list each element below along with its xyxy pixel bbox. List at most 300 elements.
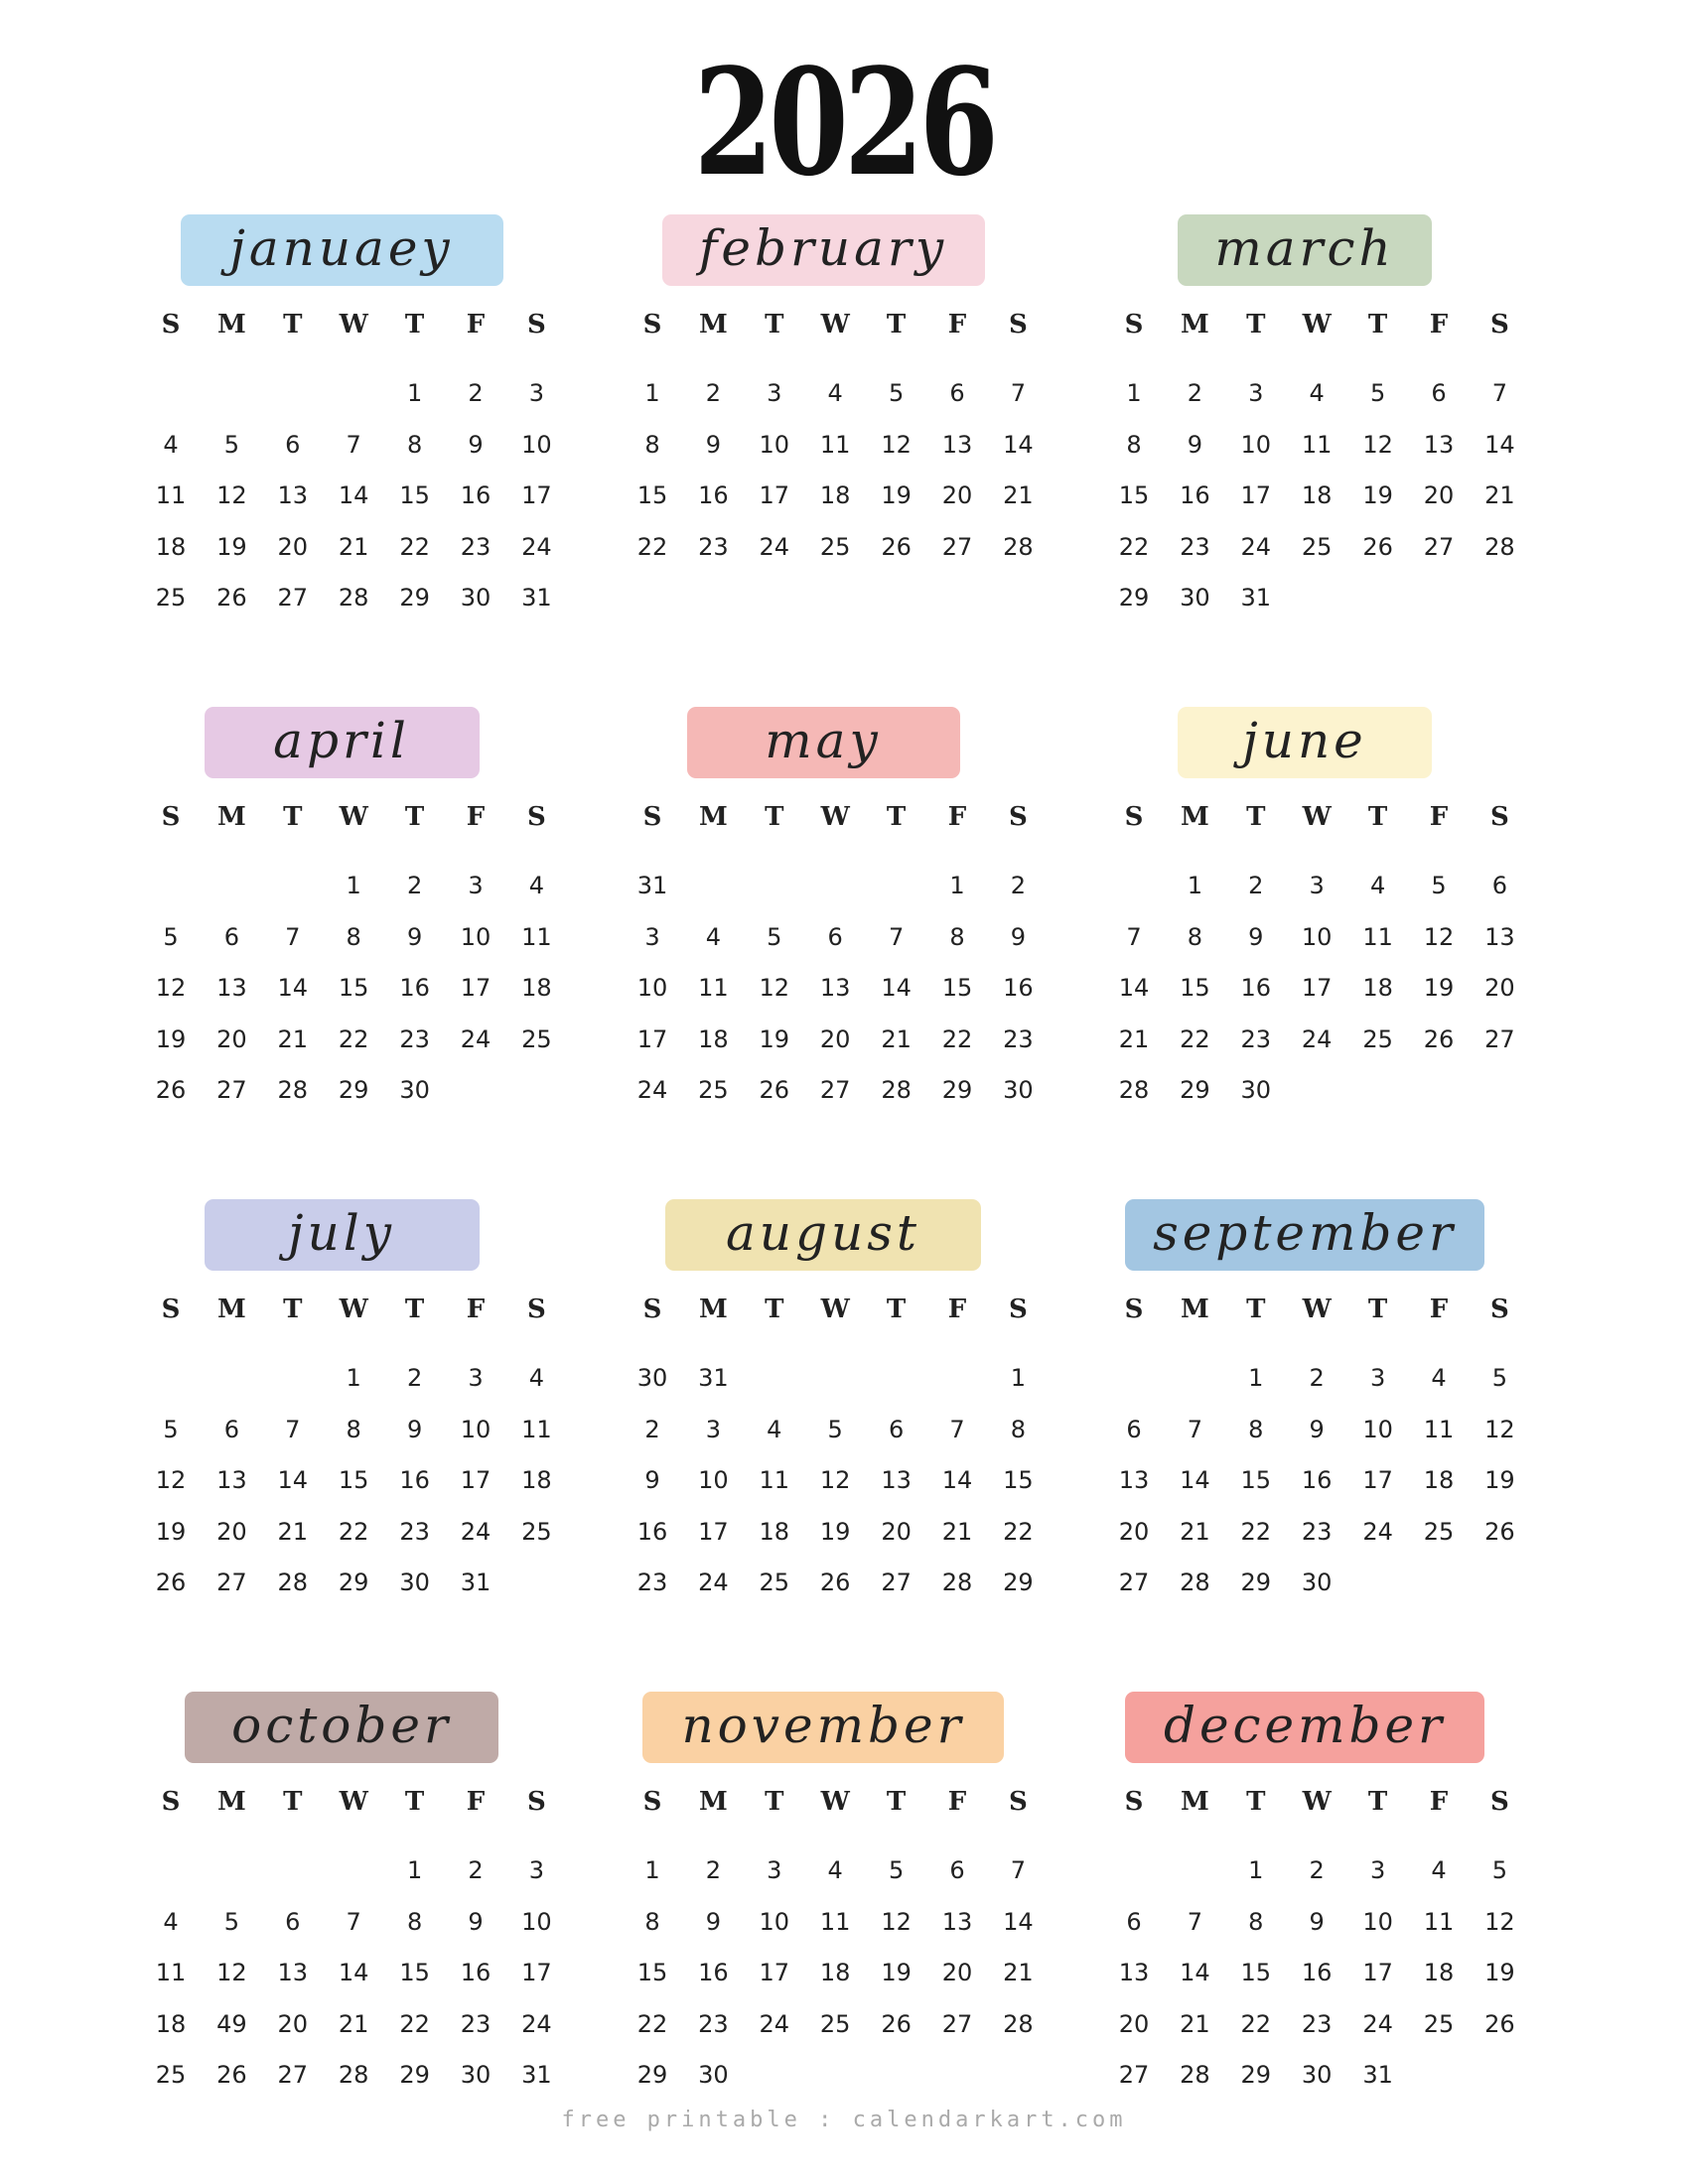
date-cell: 27	[216, 1569, 247, 1596]
date-cell: 19	[1484, 1466, 1515, 1494]
date-cell: 2	[1248, 872, 1264, 899]
date-cell: 17	[1301, 974, 1333, 1002]
date-cell: 5	[1431, 872, 1447, 899]
weekday-label: T	[283, 310, 303, 340]
date-cell: 13	[881, 1466, 912, 1494]
month-name-label: july	[205, 1199, 480, 1271]
date-cell: 31	[1362, 2061, 1393, 2089]
date-cell: 19	[155, 1024, 187, 1053]
date-cell: 26	[155, 1569, 187, 1596]
date-cell: 22	[399, 2009, 430, 2038]
weekday-label: T	[765, 1295, 784, 1324]
date-cell: 27	[941, 2009, 973, 2038]
date-cell: 11	[521, 1415, 552, 1443]
date-cell: 18	[1423, 1466, 1455, 1494]
date-cell: 27	[1118, 2061, 1150, 2089]
year-title: 2026	[693, 36, 995, 208]
date-cell: 12	[881, 1907, 912, 1936]
date-cell: 9	[468, 1907, 484, 1936]
date-cell: 21	[1484, 481, 1515, 509]
weekday-label: T	[1367, 1787, 1388, 1817]
date-cell: 20	[277, 2009, 309, 2038]
date-cell: 13	[216, 1466, 247, 1494]
date-cell: 9	[406, 922, 423, 951]
date-cell: 10	[1362, 1415, 1393, 1443]
weekday-label: S	[527, 1295, 546, 1324]
date-cell: 11	[1301, 430, 1333, 459]
date-cell: 10	[759, 1907, 790, 1936]
date-cell: 9	[1187, 430, 1203, 459]
month-name-label: november	[642, 1692, 1004, 1763]
date-cell: 21	[277, 1517, 309, 1546]
date-cell: 21	[338, 2009, 369, 2038]
date-cell: 29	[338, 1076, 369, 1104]
date-cell: 3	[1309, 872, 1325, 899]
date-cell: 12	[216, 481, 247, 509]
date-cell: 28	[338, 2061, 369, 2089]
date-cell: 27	[1484, 1024, 1515, 1053]
date-cell: 8	[644, 1907, 660, 1936]
weekday-label: M	[217, 1787, 246, 1817]
date-cell: 19	[216, 532, 247, 561]
weekday-label: S	[1009, 1787, 1028, 1817]
date-cell: 49	[216, 2009, 247, 2038]
weekday-label: W	[1302, 802, 1332, 832]
date-cell: 25	[819, 2009, 851, 2038]
month-6	[1118, 707, 1579, 1183]
date-cell: 4	[163, 1907, 179, 1936]
date-cell: 18	[521, 974, 552, 1002]
date-cell: 24	[460, 1517, 492, 1546]
date-cell: 16	[1240, 974, 1272, 1002]
date-cell: 15	[941, 974, 973, 1002]
date-cell: 30	[460, 584, 492, 612]
date-cell: 5	[223, 1907, 240, 1936]
date-cell: 7	[285, 922, 301, 951]
date-cell: 29	[636, 2061, 668, 2089]
month-name-label: march	[1178, 214, 1432, 286]
date-cell: 16	[399, 1466, 430, 1494]
date-cell: 6	[223, 922, 240, 951]
date-cell: 3	[1248, 379, 1264, 407]
weekday-label: M	[1181, 1295, 1209, 1324]
date-cell: 6	[1431, 379, 1447, 407]
month-name-label: august	[665, 1199, 981, 1271]
date-cell: 28	[277, 1569, 309, 1596]
date-cell: 15	[636, 481, 668, 509]
date-cell: 13	[819, 974, 851, 1002]
date-cell: 19	[819, 1517, 851, 1546]
date-cell: 26	[1423, 1024, 1455, 1053]
weekday-label: W	[339, 802, 368, 832]
month-5	[636, 707, 1097, 1183]
weekday-label: S	[1490, 1787, 1509, 1817]
date-cell: 17	[759, 481, 790, 509]
date-cell: 20	[216, 1517, 247, 1546]
date-cell: 22	[1240, 1517, 1272, 1546]
weekday-label: M	[699, 310, 728, 340]
date-cell: 3	[468, 1364, 484, 1392]
weekday-label: W	[1302, 310, 1332, 340]
date-cell: 9	[705, 1907, 722, 1936]
date-cell: 12	[155, 974, 187, 1002]
date-cell: 28	[881, 1076, 912, 1104]
date-cell: 7	[888, 922, 905, 951]
date-cell: 20	[1423, 481, 1455, 509]
month-11	[636, 1692, 1097, 2168]
date-cell: 14	[338, 481, 369, 509]
date-cell: 7	[949, 1415, 965, 1443]
date-cell: 8	[949, 922, 965, 951]
weekday-label: T	[1367, 310, 1388, 340]
weekday-label: M	[217, 802, 246, 832]
date-cell: 14	[277, 1466, 309, 1494]
date-cell: 30	[1180, 584, 1210, 612]
date-cell: 21	[941, 1517, 973, 1546]
month-name-label: may	[687, 707, 960, 778]
date-cell: 17	[698, 1517, 729, 1546]
date-cell: 25	[155, 584, 187, 612]
date-cell: 4	[1369, 872, 1386, 899]
date-cell: 29	[1003, 1569, 1034, 1596]
date-cell: 9	[705, 430, 722, 459]
date-cell: 22	[636, 2009, 668, 2038]
date-cell: 8	[1187, 922, 1203, 951]
month-10	[155, 1692, 616, 2168]
date-cell: 10	[698, 1466, 729, 1494]
date-cell: 26	[881, 2009, 912, 2038]
date-cell: 15	[1240, 1466, 1272, 1494]
date-cell: 2	[468, 1856, 484, 1884]
date-cell: 4	[163, 430, 179, 459]
date-cell: 24	[759, 532, 790, 561]
date-cell: 1	[406, 379, 423, 407]
date-cell: 24	[460, 1024, 492, 1053]
date-cell: 6	[1126, 1415, 1142, 1443]
date-cell: 25	[1423, 2009, 1455, 2038]
date-cell: 8	[346, 1415, 361, 1443]
date-cell: 25	[521, 1517, 552, 1546]
weekday-label: T	[886, 1787, 907, 1817]
date-cell: 7	[1187, 1907, 1203, 1936]
date-cell: 11	[819, 1907, 851, 1936]
weekday-label: T	[1367, 1295, 1388, 1324]
date-cell: 12	[1362, 430, 1393, 459]
date-cell: 27	[277, 584, 309, 612]
date-cell: 22	[399, 532, 430, 561]
month-name-label: october	[185, 1692, 498, 1763]
date-cell: 22	[338, 1517, 369, 1546]
date-cell: 23	[460, 532, 492, 561]
date-cell: 3	[1369, 1364, 1386, 1392]
date-cell: 16	[698, 481, 729, 509]
date-cell: 18	[155, 532, 187, 561]
date-cell: 22	[941, 1024, 973, 1053]
weekday-label: F	[466, 1295, 486, 1324]
date-cell: 1	[346, 1364, 361, 1392]
date-cell: 27	[216, 1076, 247, 1104]
date-cell: 2	[705, 1856, 722, 1884]
date-cell: 14	[1484, 430, 1515, 459]
date-cell: 10	[521, 1907, 552, 1936]
date-cell: 9	[644, 1466, 660, 1494]
date-cell: 20	[941, 1959, 973, 1986]
date-cell: 6	[949, 1856, 965, 1884]
weekday-label: S	[642, 310, 662, 340]
date-cell: 15	[1240, 1959, 1272, 1986]
weekday-label: F	[466, 1787, 486, 1817]
date-cell: 4	[705, 922, 722, 951]
date-cell: 30	[1240, 1076, 1272, 1104]
weekday-label: T	[404, 1787, 425, 1817]
date-cell: 24	[1362, 2009, 1393, 2038]
date-cell: 21	[277, 1024, 309, 1053]
date-cell: 23	[1301, 2009, 1333, 2038]
month-name-label: september	[1125, 1199, 1484, 1271]
month-name-label: february	[662, 214, 985, 286]
date-cell: 26	[1484, 1517, 1515, 1546]
date-cell: 17	[759, 1959, 790, 1986]
date-cell: 25	[1423, 1517, 1455, 1546]
date-cell: 14	[1003, 1907, 1034, 1936]
date-cell: 10	[1301, 922, 1333, 951]
date-cell: 17	[636, 1024, 668, 1053]
weekday-label: S	[161, 802, 181, 832]
weekday-label: S	[642, 802, 662, 832]
date-cell: 19	[1423, 974, 1455, 1002]
date-cell: 17	[460, 974, 492, 1002]
date-cell: 26	[1484, 2009, 1515, 2038]
date-cell: 6	[1126, 1907, 1142, 1936]
date-cell: 7	[1491, 379, 1508, 407]
date-cell: 18	[698, 1024, 729, 1053]
date-cell: 6	[949, 379, 965, 407]
weekday-label: T	[283, 802, 303, 832]
date-cell: 23	[698, 532, 729, 561]
date-cell: 30	[636, 1364, 668, 1392]
date-cell: 10	[1240, 430, 1272, 459]
date-cell: 20	[819, 1024, 851, 1053]
weekday-label: T	[765, 1787, 784, 1817]
date-cell: 1	[644, 1856, 660, 1884]
date-cell: 13	[1484, 922, 1515, 951]
date-cell: 4	[827, 379, 843, 407]
date-cell: 1	[1248, 1364, 1264, 1392]
date-cell: 25	[698, 1076, 729, 1104]
weekday-label: F	[1429, 1295, 1449, 1324]
date-cell: 10	[521, 430, 552, 459]
month-name-label: april	[205, 707, 480, 778]
date-cell: 5	[163, 1415, 179, 1443]
date-cell: 31	[521, 2061, 552, 2089]
date-cell: 15	[1003, 1466, 1034, 1494]
weekday-label: S	[1124, 1295, 1144, 1324]
date-cell: 26	[1362, 532, 1393, 561]
date-cell: 11	[759, 1466, 790, 1494]
date-cell: 7	[1126, 922, 1142, 951]
date-cell: 4	[827, 1856, 843, 1884]
date-cell: 13	[216, 974, 247, 1002]
date-cell: 30	[1301, 2061, 1333, 2089]
date-cell: 16	[1180, 481, 1210, 509]
date-cell: 20	[1118, 1517, 1150, 1546]
date-cell: 19	[759, 1024, 790, 1053]
date-cell: 11	[521, 922, 552, 951]
date-cell: 23	[1003, 1024, 1034, 1053]
date-cell: 14	[1180, 1959, 1210, 1986]
date-cell: 19	[1362, 481, 1393, 509]
date-cell: 29	[941, 1076, 973, 1104]
date-cell: 1	[406, 1856, 423, 1884]
weekday-label: W	[339, 1787, 368, 1817]
date-cell: 23	[1180, 532, 1210, 561]
date-cell: 26	[881, 532, 912, 561]
date-cell: 7	[1010, 1856, 1027, 1884]
date-cell: 7	[285, 1415, 301, 1443]
weekday-label: W	[1302, 1787, 1332, 1817]
date-cell: 5	[888, 379, 905, 407]
date-cell: 21	[1180, 1517, 1210, 1546]
date-cell: 13	[1118, 1466, 1150, 1494]
weekday-label: F	[947, 802, 967, 832]
date-cell: 4	[1309, 379, 1325, 407]
date-cell: 15	[338, 1466, 369, 1494]
date-cell: 13	[941, 430, 973, 459]
date-cell: 3	[1369, 1856, 1386, 1884]
date-cell: 12	[1484, 1415, 1515, 1443]
date-cell: 15	[399, 1959, 430, 1986]
date-cell: 20	[216, 1024, 247, 1053]
date-cell: 22	[1240, 2009, 1272, 2038]
date-cell: 2	[705, 379, 722, 407]
date-cell: 18	[155, 2009, 187, 2038]
date-cell: 2	[1309, 1856, 1325, 1884]
weekday-label: F	[1429, 310, 1449, 340]
weekday-label: S	[1490, 802, 1509, 832]
date-cell: 30	[698, 2061, 729, 2089]
date-cell: 3	[644, 922, 660, 951]
date-cell: 18	[1423, 1959, 1455, 1986]
date-cell: 29	[1118, 584, 1150, 612]
weekday-label: F	[947, 1295, 967, 1324]
date-cell: 5	[1491, 1364, 1508, 1392]
date-cell: 25	[155, 2061, 187, 2089]
weekday-label: S	[1009, 1295, 1028, 1324]
weekday-label: T	[283, 1295, 303, 1324]
date-cell: 21	[338, 532, 369, 561]
date-cell: 26	[759, 1076, 790, 1104]
weekday-label: T	[765, 802, 784, 832]
weekday-label: M	[699, 1787, 728, 1817]
date-cell: 2	[1187, 379, 1203, 407]
date-cell: 31	[636, 872, 668, 899]
weekday-label: S	[527, 310, 546, 340]
date-cell: 24	[1362, 1517, 1393, 1546]
weekday-label: T	[404, 802, 425, 832]
date-cell: 9	[406, 1415, 423, 1443]
date-cell: 28	[1180, 1569, 1210, 1596]
date-cell: 28	[277, 1076, 309, 1104]
weekday-label: T	[1246, 1295, 1266, 1324]
date-cell: 13	[941, 1907, 973, 1936]
date-cell: 13	[1118, 1959, 1150, 1986]
date-cell: 15	[1180, 974, 1210, 1002]
date-cell: 9	[1309, 1415, 1325, 1443]
date-cell: 28	[1484, 532, 1515, 561]
date-cell: 12	[1484, 1907, 1515, 1936]
weekday-label: T	[404, 310, 425, 340]
date-cell: 25	[521, 1024, 552, 1053]
weekday-label: W	[820, 1295, 850, 1324]
date-cell: 5	[1491, 1856, 1508, 1884]
date-cell: 17	[460, 1466, 492, 1494]
date-cell: 15	[1118, 481, 1150, 509]
date-cell: 10	[636, 974, 668, 1002]
date-cell: 7	[1187, 1415, 1203, 1443]
weekday-label: T	[765, 310, 784, 340]
month-name-label: december	[1125, 1692, 1484, 1763]
month-3	[1118, 214, 1579, 691]
date-cell: 20	[1484, 974, 1515, 1002]
date-cell: 1	[1010, 1364, 1027, 1392]
date-cell: 22	[338, 1024, 369, 1053]
weekday-label: S	[1009, 310, 1028, 340]
date-cell: 28	[1003, 2009, 1034, 2038]
date-cell: 2	[644, 1415, 660, 1443]
date-cell: 20	[881, 1517, 912, 1546]
date-cell: 23	[460, 2009, 492, 2038]
date-cell: 6	[827, 922, 843, 951]
date-cell: 8	[1010, 1415, 1027, 1443]
date-cell: 10	[460, 1415, 492, 1443]
date-cell: 11	[698, 974, 729, 1002]
date-cell: 14	[277, 974, 309, 1002]
date-cell: 23	[636, 1569, 668, 1596]
weekday-label: S	[161, 1295, 181, 1324]
date-cell: 12	[1423, 922, 1455, 951]
date-cell: 27	[277, 2061, 309, 2089]
date-cell: 18	[819, 481, 851, 509]
weekday-label: S	[1124, 310, 1144, 340]
date-cell: 11	[155, 1959, 187, 1986]
date-cell: 1	[1248, 1856, 1264, 1884]
date-cell: 8	[1126, 430, 1142, 459]
date-cell: 4	[528, 1364, 545, 1392]
month-4	[155, 707, 616, 1183]
weekday-label: W	[1302, 1295, 1332, 1324]
date-cell: 7	[346, 1907, 361, 1936]
date-cell: 3	[468, 872, 484, 899]
weekday-label: T	[1246, 1787, 1266, 1817]
date-cell: 9	[468, 430, 484, 459]
date-cell: 16	[698, 1959, 729, 1986]
weekday-label: S	[642, 1787, 662, 1817]
weekday-label: F	[466, 802, 486, 832]
date-cell: 14	[1003, 430, 1034, 459]
date-cell: 30	[399, 1076, 430, 1104]
date-cell: 30	[460, 2061, 492, 2089]
date-cell: 28	[1003, 532, 1034, 561]
date-cell: 3	[705, 1415, 722, 1443]
date-cell: 31	[460, 1569, 492, 1596]
weekday-label: S	[527, 802, 546, 832]
date-cell: 8	[406, 430, 423, 459]
date-cell: 9	[1309, 1907, 1325, 1936]
date-cell: 15	[338, 974, 369, 1002]
date-cell: 19	[1484, 1959, 1515, 1986]
date-cell: 29	[399, 2061, 430, 2089]
date-cell: 16	[460, 1959, 492, 1986]
